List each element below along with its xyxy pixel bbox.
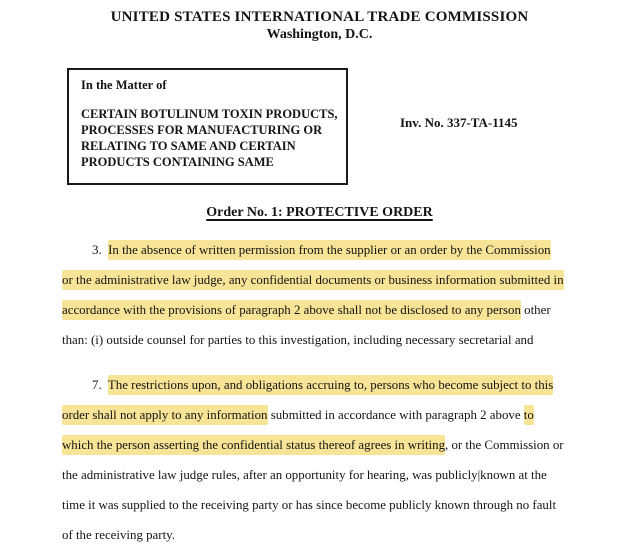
case-title-line: CERTAIN BOTULINUM TOXIN PRODUCTS, bbox=[81, 107, 338, 121]
order-body-text bbox=[62, 235, 624, 550]
header-subtitle: Washington, D.C. bbox=[266, 27, 373, 42]
text-line bbox=[62, 370, 624, 400]
text-segment: time it was supplied to the receiving party or has since become publicly known through no fault bbox=[62, 498, 557, 512]
text-line bbox=[62, 235, 624, 265]
investigation-number: Inv. No. 337-TA-1145 bbox=[400, 115, 518, 130]
order-title: Order No. 1: PROTECTIVE ORDER bbox=[206, 205, 433, 220]
document-header bbox=[0, 8, 639, 43]
highlight-segment: to bbox=[524, 405, 534, 425]
paragraph-7 bbox=[62, 370, 624, 550]
text-line bbox=[62, 520, 624, 550]
highlight-segment: or the administrative law judge, any confidential documents or business information submitted in bbox=[62, 270, 564, 290]
text-line bbox=[62, 400, 624, 430]
highlight-segment: accordance with the provisions of paragraph 2 above shall not be disclosed to any person bbox=[62, 300, 521, 320]
text-segment: 3. bbox=[92, 243, 109, 257]
matter-label: In the Matter of bbox=[81, 78, 167, 92]
highlight-segment: which the person asserting the confidential status thereof agrees in writing bbox=[62, 435, 445, 455]
text-line bbox=[62, 460, 624, 490]
text-line bbox=[62, 490, 624, 520]
caption-box bbox=[67, 68, 348, 185]
text-segment: submitted in accordance with paragraph 2 above bbox=[267, 408, 524, 422]
text-line bbox=[62, 430, 624, 460]
case-title-line: PRODUCTS CONTAINING SAME bbox=[81, 155, 274, 169]
case-title bbox=[81, 106, 338, 170]
text-line bbox=[62, 265, 624, 295]
text-segment: , or the Commission or bbox=[445, 438, 564, 452]
text-segment: the administrative law judge rules, after an opportunity for hearing, was publicly|known at the bbox=[62, 468, 547, 482]
paragraph-3 bbox=[62, 235, 624, 355]
order-heading bbox=[0, 203, 639, 221]
highlight-segment: The restrictions upon, and obligations accruing to, persons who become subject to this bbox=[108, 375, 553, 395]
text-segment: of the receiving party. bbox=[62, 528, 175, 542]
header-title: UNITED STATES INTERNATIONAL TRADE COMMISSION bbox=[110, 9, 529, 25]
text-segment: other bbox=[520, 303, 551, 317]
text-line bbox=[62, 295, 624, 325]
case-title-line: PROCESSES FOR MANUFACTURING OR bbox=[81, 123, 323, 137]
text-segment: 7. bbox=[92, 378, 108, 392]
case-title-line: RELATING TO SAME AND CERTAIN bbox=[81, 139, 296, 153]
text-line bbox=[62, 325, 624, 355]
highlight-segment: order shall not apply to any information bbox=[62, 405, 268, 425]
text-segment: than: (i) outside counsel for parties to this investigation, including necessary secretarial and bbox=[62, 333, 534, 347]
highlight-segment: In the absence of written permission from the supplier or an order by the Commission bbox=[108, 240, 550, 260]
